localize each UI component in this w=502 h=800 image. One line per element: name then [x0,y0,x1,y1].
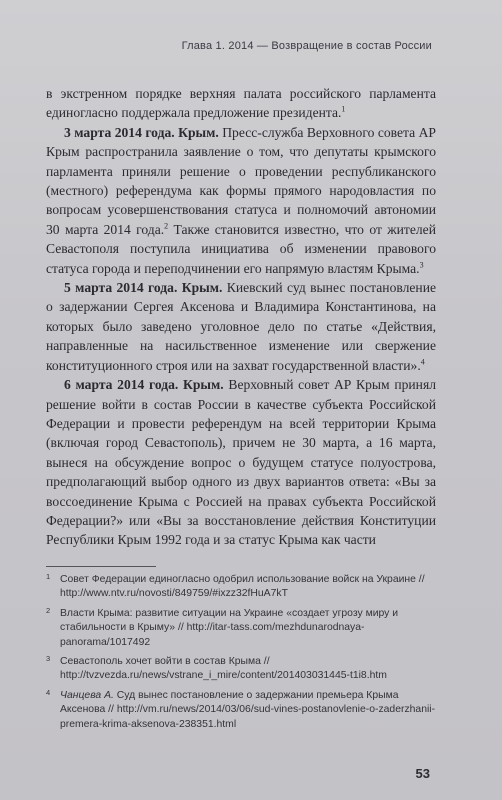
footnote-number: 2 [46,605,51,615]
footnote-text: Совет Федерации единогласно одобрил использование войск на Украине // http://www.ntv.ru/novosti/849759/#ixzz32fHuA7kT [60,574,425,600]
footnote-number: 1 [46,572,51,581]
paragraph-text: Также становится известно, что от жителей Севастополя поступила инициатива об изменении правового статуса города и переподчинении его напрямую властям Крыма. [46,221,436,276]
running-head: Глава 1. 2014 — Возвращение в состав России [181,40,432,52]
entry-date: 5 марта 2014 года. Крым. [64,280,223,296]
paragraph-text: в экстренном порядке верхняя палата российского парламента единогласно поддержала предложение президента. [46,86,436,121]
paragraph-march-6 [46,375,436,550]
footnote-ref: 4 [420,357,425,367]
footnotes [46,573,438,737]
footnote-ref: 1 [341,104,346,114]
paragraph-text: Киевский суд вынес постановление о задержании Сергея Аксенова и Владимира Константинова, на которых было заведено уголовное дело по статье «Действия, направленные на насильственное изменение или свержение конституционного строя или на захват государственной власти». [46,280,437,373]
paragraph-march-5 [46,278,436,375]
footnote-number: 4 [46,687,51,697]
footnote-ref: 3 [419,260,424,270]
footnote-number: 3 [46,654,51,664]
paragraph-text: Пресс-служба Верховного совета АР Крым распространила заявление о том, что депутаты крымского парламента приняли решение о проведении республиканского (местного) референдума как формы прямого народовластия по вопросам усовершенствования статуса и полномочий автономии 30 марта 2014 года. [46,124,436,237]
footnote-1 [46,573,438,602]
footnote-ref: 2 [164,221,169,231]
paragraph-text: Верховный совет АР Крым принял решение войти в состав России в качестве субъекта Российской Федерации и провести референдум на всей территории Крыма (включая город Севастополь), причем не 30 марта, а 16 марта, вынеся на обсуждение вопрос о будущем статусе полуострова, предполагающий выбор одного из двух вариантов ответа: «Вы за воссоединение Крыма с Россией на правах субъекта Российской Федерации?» или «Вы за восстановление действия Конституции Республики Крым 1992 года и за статус Крыма как части [46,377,436,548]
footnote-author: Чанцева А. [60,689,114,701]
body-text [46,84,436,550]
footnote-text: Власти Крыма: развитие ситуации на Украине «создает угрозу миру и стабильности в Крыму» // http://itar-tass.com/mezhdunarodnaya-panorama/1017492 [60,607,399,648]
footnote-4 [46,689,438,732]
entry-date: 3 марта 2014 года. Крым. [64,124,219,140]
footnote-3 [46,655,438,684]
footnote-divider [46,566,156,567]
entry-date: 6 марта 2014 года. Крым. [64,377,224,393]
paragraph-continuation [46,84,436,123]
footnote-2 [46,607,438,650]
footnote-text: Суд вынес постановление о задержании премьера Крыма Аксенова // http://vm.ru/news/2014/03/06/sud-vines-postanovlenie-o-zaderzhanii-premera-krima-aksenova-238351.html [60,689,436,730]
page-number: 53 [415,766,430,781]
paragraph-march-3 [46,123,436,278]
footnote-text: Севастополь хочет войти в состав Крыма // http://tvzvezda.ru/news/vstrane_i_mire/content/201403031445-t1i8.htm [60,656,387,682]
